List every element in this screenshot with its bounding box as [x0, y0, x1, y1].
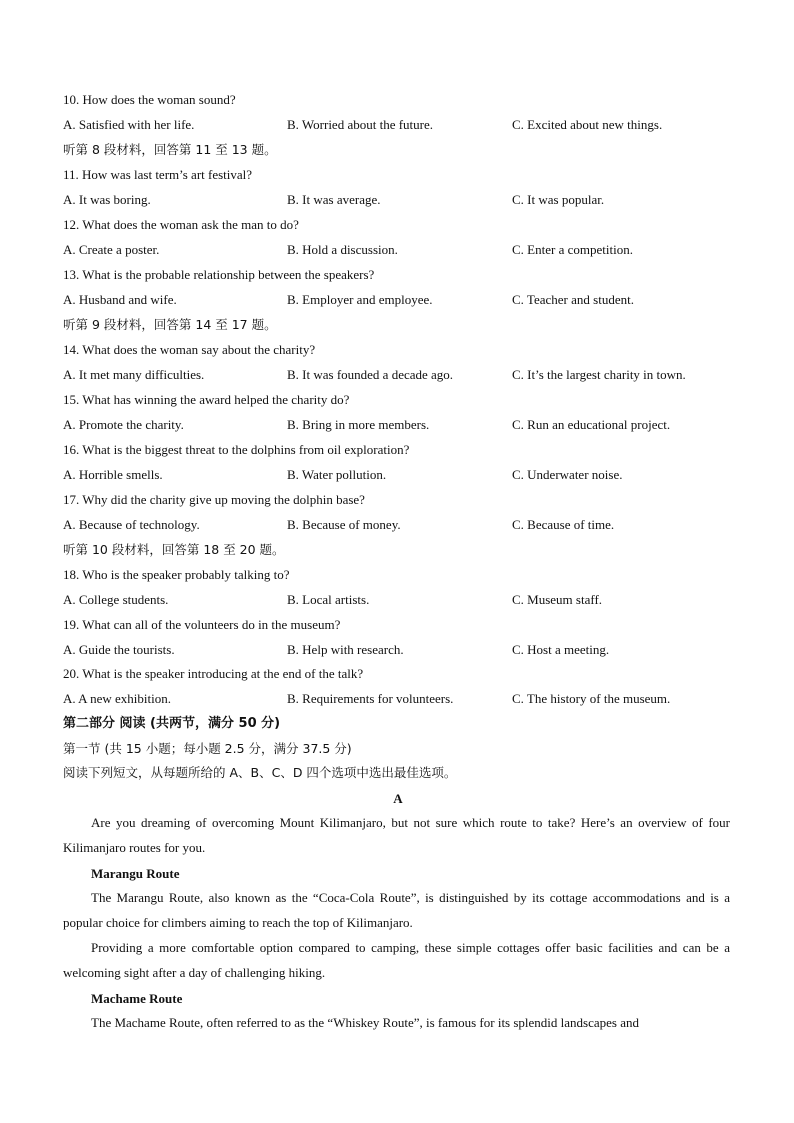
question-14: 14. What does the woman say about the charity? [63, 342, 316, 357]
route-heading-machame: Machame Route [91, 991, 183, 1006]
section-one-heading: 第一节 (共 15 小题；每小题 2.5 分，满分 37.5 分) [63, 741, 352, 756]
option-a: A. Create a poster. [63, 242, 160, 257]
question-13: 13. What is the probable relationship between the speakers? [63, 267, 375, 282]
option-c: C. Excited about new things. [512, 117, 663, 132]
option-a: A. Because of technology. [63, 517, 200, 532]
passage-letter: A [393, 791, 403, 806]
reading-instruction: 阅读下列短文，从每题所给的 A、B、C、D 四个选项中选出最佳选项。 [63, 765, 457, 780]
question-19: 19. What can all of the volunteers do in the museum? [63, 617, 341, 632]
option-c: C. Underwater noise. [512, 467, 623, 482]
option-a: A. Husband and wife. [63, 292, 177, 307]
option-c: C. Museum staff. [512, 592, 603, 607]
option-c: C. Host a meeting. [512, 642, 610, 657]
option-c: C. The history of the museum. [512, 691, 671, 706]
marangu-paragraph-1: The Marangu Route, also known as the “Coca-Cola Route”, is distinguished by its cottage accommodations and is a popular choice for climbers aiming to reach the top of Kilimanjaro. [63, 890, 730, 930]
option-c: C. Run an educational project. [512, 417, 671, 432]
option-a: A. Horrible smells. [63, 467, 163, 482]
option-a: A. A new exhibition. [63, 691, 171, 706]
option-b: B. Employer and employee. [287, 292, 433, 307]
option-b: B. Water pollution. [287, 467, 387, 482]
option-b: B. It was founded a decade ago. [287, 367, 454, 382]
marangu-paragraph-2: Providing a more comfortable option compared to camping, these simple cottages offer basic facilities and can be a welcoming sight after a day of challenging hiking. [63, 940, 730, 980]
route-heading-marangu: Marangu Route [91, 866, 180, 881]
option-a: A. It was boring. [63, 192, 151, 207]
passage-intro: Are you dreaming of overcoming Mount Kilimanjaro, but not sure which route to take? Here’s an overview of four Kilimanjaro routes for you. [63, 815, 730, 855]
option-b: B. Bring in more members. [287, 417, 430, 432]
question-17: 17. Why did the charity give up moving the dolphin base? [63, 492, 365, 507]
question-15: 15. What has winning the award helped the charity do? [63, 392, 350, 407]
section-instruction-10: 听第 10 段材料，回答第 18 至 20 题。 [63, 542, 285, 557]
option-a: A. Guide the tourists. [63, 642, 175, 657]
section-instruction-9: 听第 9 段材料，回答第 14 至 17 题。 [63, 317, 277, 332]
option-b: B. Hold a discussion. [287, 242, 398, 257]
option-a: A. Promote the charity. [63, 417, 184, 432]
question-18: 18. Who is the speaker probably talking to? [63, 567, 290, 582]
question-12: 12. What does the woman ask the man to do? [63, 217, 299, 232]
question-20: 20. What is the speaker introducing at the end of the talk? [63, 666, 364, 681]
question-16: 16. What is the biggest threat to the dolphins from oil exploration? [63, 442, 410, 457]
option-c: C. It’s the largest charity in town. [512, 367, 686, 382]
option-a: A. It met many difficulties. [63, 367, 205, 382]
option-b: B. Local artists. [287, 592, 370, 607]
question-11: 11. How was last term’s art festival? [63, 167, 253, 182]
option-a: A. College students. [63, 592, 169, 607]
part-two-title: 第二部分 阅读 (共两节，满分 50 分) [63, 716, 281, 731]
option-a: A. Satisfied with her life. [63, 117, 195, 132]
option-c: C. It was popular. [512, 192, 605, 207]
option-c: C. Teacher and student. [512, 292, 634, 307]
machame-paragraph-1: The Machame Route, often referred to as the “Whiskey Route”, is famous for its splendid landscapes and [91, 1015, 639, 1030]
section-instruction-8: 听第 8 段材料，回答第 11 至 13 题。 [63, 142, 277, 157]
option-c: C. Because of time. [512, 517, 615, 532]
option-b: B. Help with research. [287, 642, 404, 657]
option-b: B. Because of money. [287, 517, 401, 532]
question-10: 10. How does the woman sound? [63, 92, 236, 107]
option-b: B. It was average. [287, 192, 381, 207]
option-b: B. Requirements for volunteers. [287, 691, 454, 706]
option-c: C. Enter a competition. [512, 242, 633, 257]
option-b: B. Worried about the future. [287, 117, 434, 132]
